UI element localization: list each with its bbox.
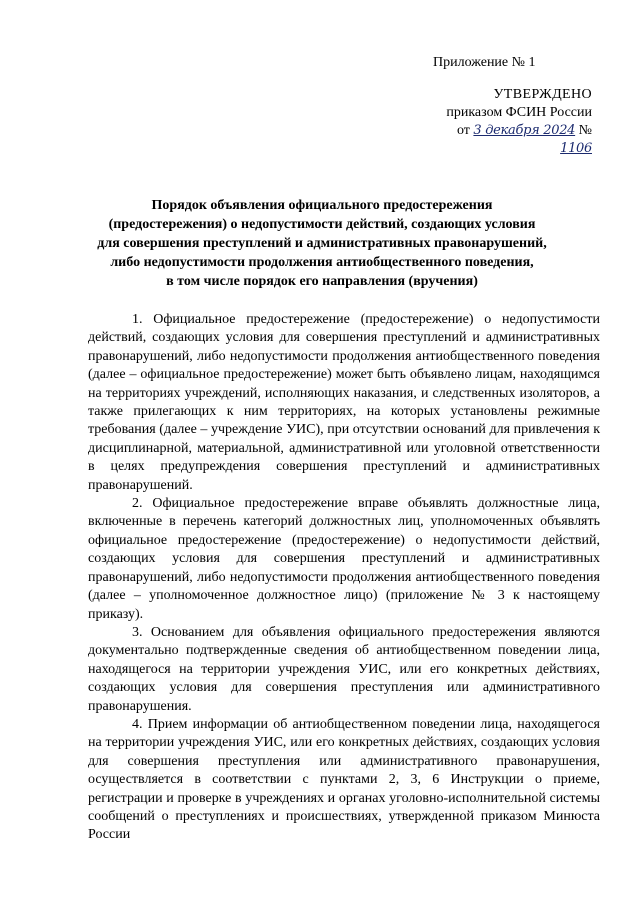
paragraph-2: 2. Официальное предостережение вправе объявлять должностные лица, включенные в перечень категорий должностных лиц, уполномоченных объявлять официальное предостережение (предостережение) о недопустимости действий, создающих условия для совершения преступлений и административных правонарушений, либо недопустимости продолжения антиобщественного поведения (далее – уполномоченное должностное лицо) (приложение № 3 к настоящему приказу). [88, 496, 600, 622]
annex-label: Приложение № 1 [433, 55, 536, 70]
title-line: в том числе порядок его направления (вручения) [166, 274, 478, 289]
number-sign: № [578, 123, 592, 138]
title-line: либо недопустимости продолжения антиобщественного поведения, [110, 255, 534, 270]
document-body [88, 311, 600, 845]
approved-label: УТВЕРЖДЕНО [493, 87, 592, 102]
paragraph-3: 3. Основанием для объявления официального предостережения являются документально подтвержденные сведения об антиобщественном поведении лица, находящегося на территории учреждения УИС, или его конкретных действиях, создающих условия для совершения преступления или административного правонарушения. [88, 624, 600, 714]
title-line: Порядок объявления официального предостережения [151, 198, 493, 213]
paragraph-1: 1. Официальное предостережение (предостережение) о недопустимости действий, создающих условия для совершения преступлений и административных правонарушений, либо недопустимости продолжения антиобщественного поведения (далее – официальное предостережение) может быть объявлено лицам, находящимся на территориях учреждений, исполняющих наказания, и следственных изоляторов, а также прилегающих к ним территориях, на которых установлены режимные требования (далее – учреждение УИС), при отсутствии оснований для привлечения к дисциплинарной, материальной, административной или уголовной ответственности в целях предупреждения совершения преступлений и административных правонарушений. [88, 312, 600, 493]
document-title [80, 196, 564, 291]
date-prefix: от [456, 123, 470, 138]
title-line: (предостережения) о недопустимости действий, создающих условия [108, 217, 536, 232]
handwritten-number: 1106 [560, 141, 592, 156]
approval-date-line [422, 122, 592, 158]
handwritten-date: 3 декабря 2024 [473, 123, 576, 138]
paragraph-4: 4. Прием информации об антиобщественном поведении лица, находящегося на территории учреждения УИС, или его конкретных действиях, создающих условия для совершения преступления или административного правонарушения, осуществляется в соответствии с пунктами 2, 3, 6 Инструкции о приеме, регистрации и проверке в учреждениях и органах уголовно-исполнительной системы сообщений о преступлениях и происшествиях, утвержденной приказом Минюста России [88, 716, 600, 843]
approved-by: приказом ФСИН России [446, 105, 592, 120]
title-line: для совершения преступлений и административных правонарушений, [97, 236, 547, 251]
approval-block [422, 86, 592, 158]
